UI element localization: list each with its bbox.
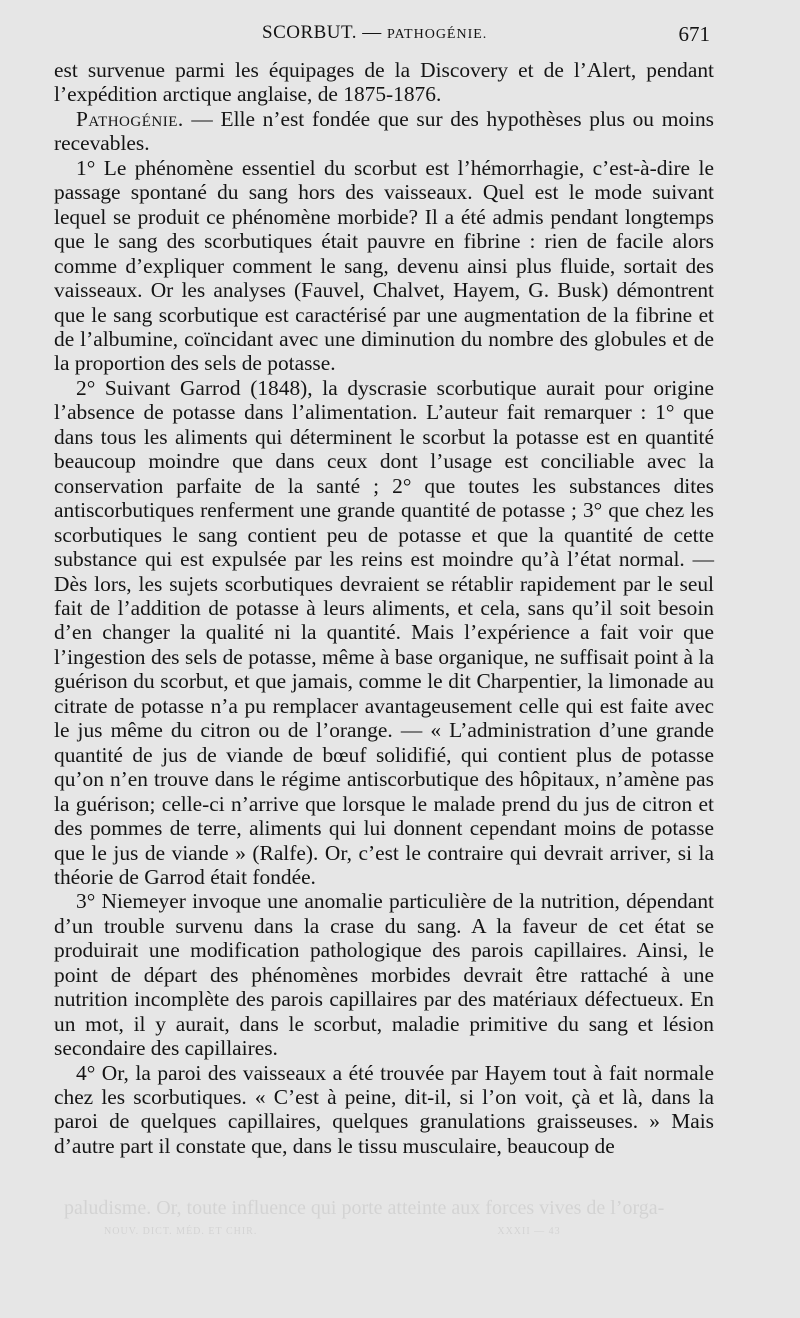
- show-through-footer: [64, 1220, 724, 1244]
- section-intro: — Elle n’est fondée que sur des hypothèses plus ou moins recevables.: [54, 106, 714, 156]
- paragraph-continuation: est survenue parmi les équipages de la Discovery et de l’Alert, pendant l’expédition arctique anglaise, de 1875-1876.: [54, 58, 714, 107]
- page-header: [0, 22, 800, 52]
- page-number: 671: [678, 22, 710, 46]
- show-through-signature: XXXII — 43: [497, 1226, 561, 1237]
- paragraph-point-1: 1° Le phénomène essentiel du scorbut est l’hémorrhagie, c’est-à-dire le passage spontané du sang hors des vaisseaux. Quel est le mode suivant lequel se produit ce phénomène morbide? Il a été admis pendant longtemps que le sang des scorbutiques était pauvre en fibrine : rien de facile alors comme d’expliquer comment le sang, devenu ainsi plus fluide, sortait des vaisseaux. Or les analyses (Fauvel, Chalvet, Hayem, G. Busk) démontrent que le sang scorbutique est caractérisé par une augmentation de la fibrine et de l’albumine, coïncidant avec une diminution du nombre des globules et de la proportion des sels de potasse.: [54, 155, 714, 376]
- running-title: [262, 22, 487, 44]
- paragraph-point-3: 3° Niemeyer invoque une anomalie particulière de la nutrition, dépendant d’un trouble survenu dans la crase du sang. A la faveur de cet état se produirait une modification pathologique des parois capillaires. Ainsi, le point de départ des phénomènes morbides devrait être rattaché à une nutrition incomplète des parois capillaires par des matériaux défectueux. En un mot, il y aurait, dans le scorbut, maladie primitive du sang et lésion secondaire des capillaires.: [54, 889, 714, 1061]
- running-title-main: SCORBUT.: [262, 22, 357, 43]
- section-label: Pathogénie.: [76, 106, 184, 131]
- paragraph-point-2: 2° Suivant Garrod (1848), la dyscrasie scorbutique aurait pour origine l’absence de potasse dans l’alimentation. L’auteur fait remarquer : 1° que dans tous les aliments qui déterminent le scorbut la potasse est en quantité beaucoup moindre que dans ceux dont l’usage est conciliable avec la conservation parfaite de la santé ; 2° que toutes les substances dites antiscorbutiques renferment une grande quantité de potasse ; 3° que chez les scorbutiques le sang contient peu de potasse et que la quantité de cette substance qui est expulsée par les reins est moindre qu’à l’état normal. — Dès lors, les sujets scorbutiques devraient se rétablir rapidement par le seul fait de l’addition de potasse à leurs aliments, et cela, sans qu’il soit besoin d’en changer la qualité ni la quantité. Mais l’expérience a fait voir que l’ingestion des sels de potasse, même à base organique, ne suffisait point à la guérison du scorbut, et que jamais, comme le dit Charpentier, la limonade au citrate de potasse n’a pu remplacer avantageusement celle qui est faite avec le jus même du citron ou de l’orange. — « L’administration d’une grande quantité de jus de viande de bœuf solidifié, qui contient plus de potasse qu’on n’en trouve dans le régime antiscorbutique des hôpitaux, n’amène pas la guérison; celle-ci n’arrive que lorsque le malade prend du jus de citron et des pommes de terre, aliments qui lui donnent cependant moins de potasse que le jus de viande » (Ralfe). Or, c’est le contraire qui devrait arriver, si la théorie de Garrod était fondée.: [54, 375, 714, 889]
- show-through-line: paludisme. Or, toute influence qui porte atteinte aux forces vives de l’orga-: [64, 1197, 665, 1219]
- paragraph-pathogenie: [54, 107, 714, 156]
- running-title-dash: —: [356, 22, 387, 43]
- running-title-section: PATHOGÉNIE.: [386, 27, 488, 42]
- body-text: [54, 58, 714, 1158]
- paragraph-point-4: 4° Or, la paroi des vaisseaux a été trouvée par Hayem tout à fait normale chez les scorbutiques. « C’est à peine, dit-il, si l’on voit, çà et là, dans la paroi de quelques capillaires, quelques granulations graisseuses. » Mais d’autre part il constate que, dans le tissu musculaire, beaucoup de: [54, 1060, 714, 1158]
- show-through-text: [64, 1196, 724, 1244]
- show-through-footer-title: NOUV. DICT. MÉD. ET CHIR.: [104, 1226, 258, 1237]
